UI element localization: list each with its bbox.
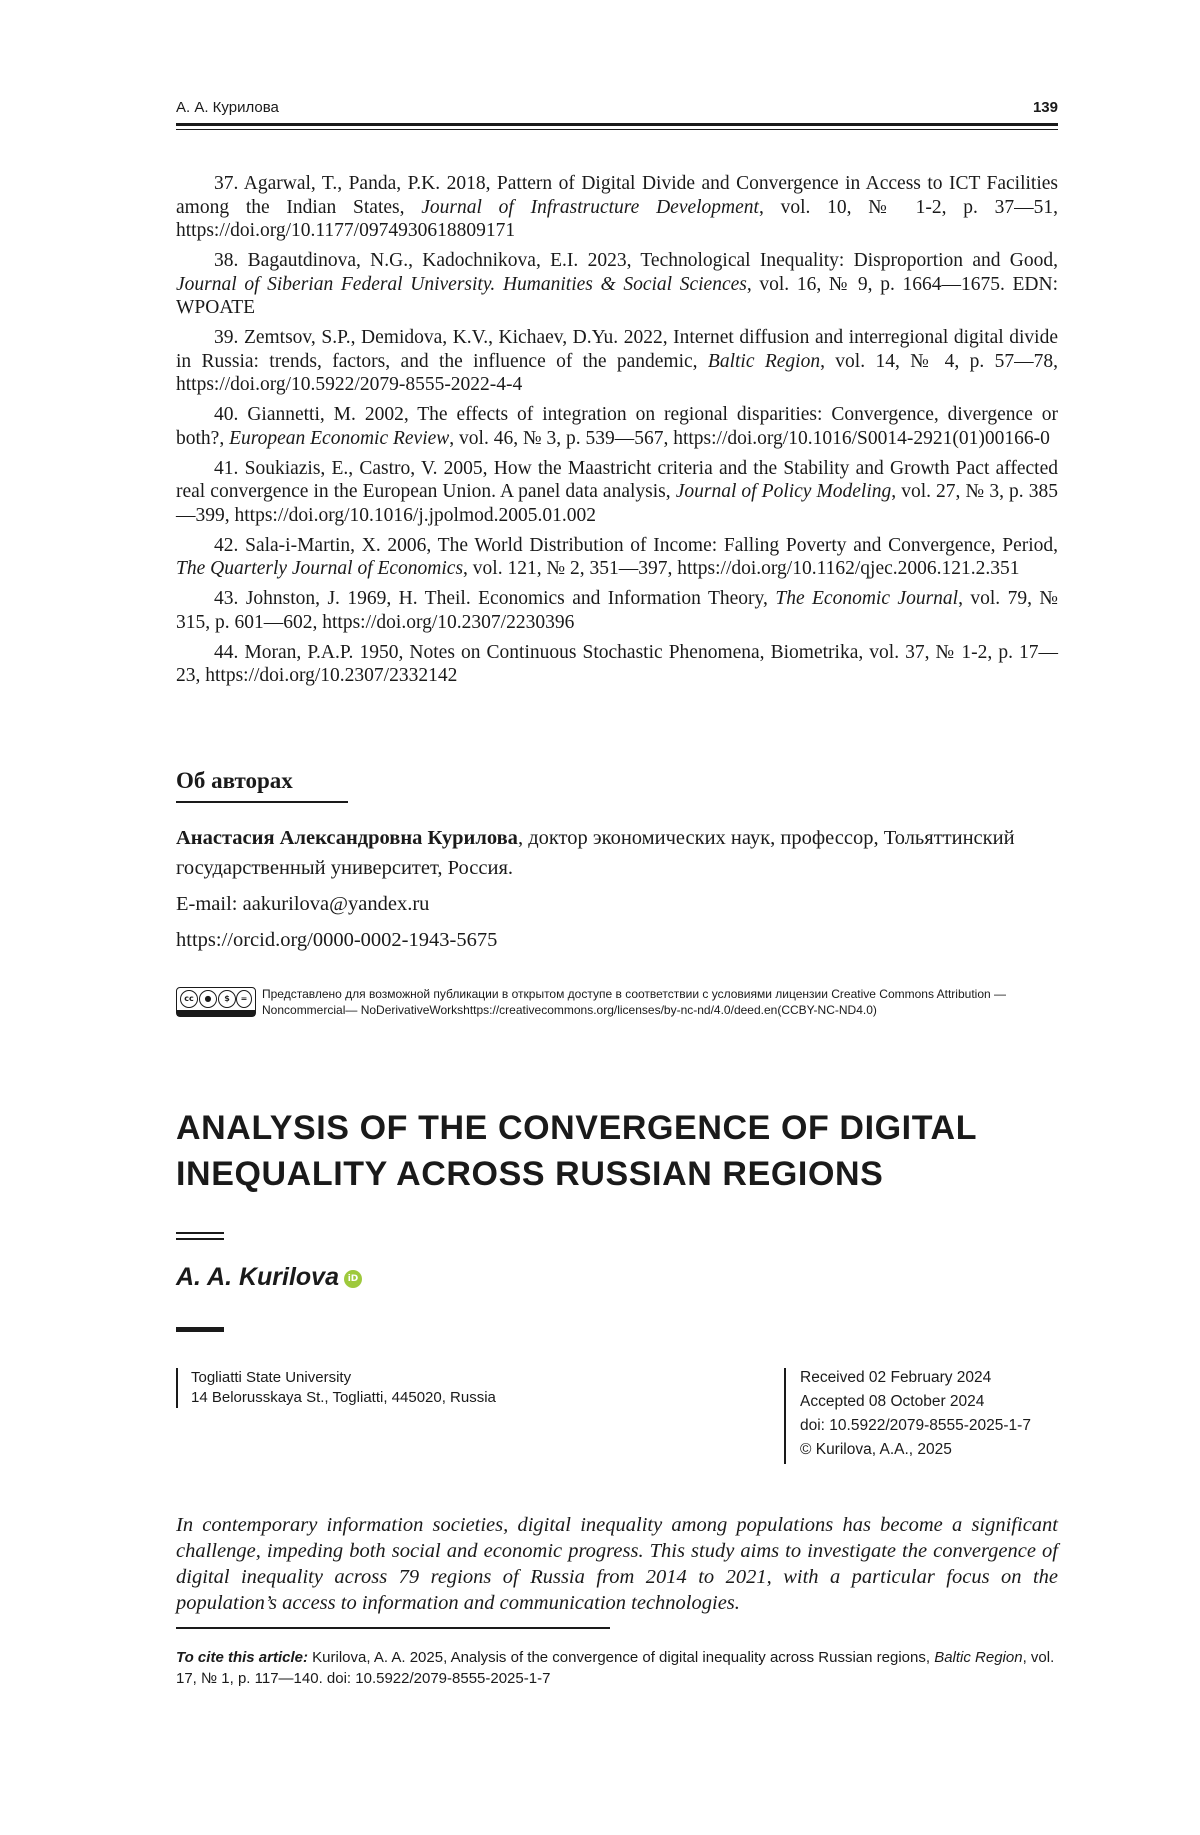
author-divider: [176, 1327, 224, 1332]
author-info: [176, 823, 1058, 955]
reference-item: 40. Giannetti, M. 2002, The effects of integration on regional disparities: Convergence, divergence or both?, European Economic Review, vol. 46, № 3, p. 539—567, https://doi.org/10.1016/S0014-2921(01)00166-0: [176, 404, 1059, 449]
accepted-date: Accepted 08 October 2024: [800, 1393, 985, 1410]
reference-item: 43. Johnston, J. 1969, H. Theil. Economics and Information Theory, The Economic Journal, vol. 79, № 315, p. 601—602, https://doi.org/10.2307/2230396: [176, 588, 1059, 633]
author-bio: Анастасия Александровна Курилова, доктор экономических наук, профессор, Тольяттинский государственный университет, Россия.: [176, 827, 1015, 879]
cc-icon: cc: [180, 990, 198, 1008]
nc-icon: $: [218, 990, 236, 1008]
header-rule: [176, 123, 1058, 126]
article-dates: [784, 1368, 1090, 1464]
header-author: А. А. Курилова: [176, 99, 279, 116]
article-title: ANALYSIS OF THE CONVERGENCE OF DIGITAL INEQUALITY ACROSS RUSSIAN REGIONS: [176, 1109, 977, 1193]
reference-item: 44. Moran, P.A.P. 1950, Notes on Continuous Stochastic Phenomena, Biometrika, vol. 37, № 1-2, p. 17—23, https://doi.org/10.2307/2332142: [176, 641, 1058, 686]
license-block: [176, 986, 1058, 1020]
citation-label: To cite this article:: [176, 1649, 308, 1666]
reference-item: 39. Zemtsov, S.P., Demidova, K.V., Kichaev, D.Yu. 2022, Internet diffusion and interregional digital divide in Russia: trends, factors, and the influence of the pandemic, Baltic Region, vol. 14, № 4, p. 57—78, https://doi.org/10.5922/2079-8555-2022-4-4: [176, 327, 1058, 395]
author-email[interactable]: E-mail: aakurilova@yandex.ru: [176, 893, 430, 915]
article-author: A. A. Kurilova: [176, 1263, 339, 1291]
cc-license-badge-icon[interactable]: [176, 987, 256, 1017]
affiliation-address: 14 Belorusskaya St., Togliatti, 445020, Russia: [191, 1389, 496, 1406]
affiliation: [176, 1368, 611, 1408]
title-divider: [176, 1238, 224, 1240]
author-orcid-link[interactable]: https://orcid.org/0000-0002-1943-5675: [176, 929, 498, 951]
article-doi[interactable]: doi: 10.5922/2079-8555-2025-1-7: [800, 1417, 1031, 1434]
header-rule-thin: [176, 129, 1058, 130]
abstract: In contemporary information societies, digital inequality among populations has become a significant challenge, impeding both social and economic progress. This study aims to investigate the convergence of digital inequality across 79 regions of Russia from 2014 to 2021, with a particular focus on the population’s access to information and communication technologies.: [176, 1514, 1058, 1614]
page-number: 139: [1032, 99, 1058, 116]
received-date: Received 02 February 2024: [800, 1369, 992, 1386]
affiliation-name: Togliatti State University: [191, 1369, 352, 1386]
license-text: Представлено для возможной публикации в открытом доступе в соответствии с условиями лицензии Creative Commons Attribution —Noncommercial— NoDerivativeWorkshttps://creativecommons.org/licenses/by-nc-nd/4.0/deed.en(CCBY-NC-ND4.0): [262, 987, 1006, 1017]
reference-item: 37. Agarwal, T., Panda, P.K. 2018, Pattern of Digital Divide and Convergence in Access to ICT Facilities among the Indian States, Journal of Infrastructure Development, vol. 10, № 1-2, p. 37—51, https://doi.org/10.1177/0974930618809171: [176, 173, 1058, 241]
about-authors-heading: Об авторах: [176, 768, 293, 793]
by-icon: ●: [199, 990, 217, 1008]
nd-icon: =: [236, 990, 252, 1008]
author-name: Анастасия Александровна Курилова: [176, 827, 518, 849]
title-divider: [176, 1232, 224, 1234]
reference-item: 41. Soukiazis, E., Castro, V. 2005, How the Maastricht criteria and the Stability and Growth Pact affected real convergence in the European Union. A panel data analysis, Journal of Policy Modeling, vol. 27, № 3, p. 385—399, https://doi.org/10.1016/j.jpolmod.2005.01.002: [176, 457, 1059, 526]
reference-item: 38. Bagautdinova, N.G., Kadochnikova, E.I. 2023, Technological Inequality: Disproportion and Good, Journal of Siberian Federal University. Humanities & Social Sciences, vol. 16, № 9, p. 1664—1675. EDN: WPOATE: [176, 250, 1058, 318]
reference-list: [176, 172, 1058, 694]
copyright: © Kurilova, A.A., 2025: [800, 1441, 952, 1458]
citation: To cite this article: Kurilova, A. A. 2025, Analysis of the convergence of digital inequality across Russian regions, Baltic Region, vol. 17, № 1, p. 117—140. doi: 10.5922/2079-8555-2025-1-7: [176, 1649, 1055, 1687]
about-heading-rule: [176, 801, 348, 803]
reference-item: 42. Sala-i-Martin, X. 2006, The World Distribution of Income: Falling Poverty and Convergence, Period, The Quarterly Journal of Economics, vol. 121, № 2, 351—397, https://doi.org/10.1162/qjec.2006.121.2.351: [176, 534, 1059, 579]
badge-strip: [177, 1010, 255, 1016]
citation-rule: [176, 1627, 610, 1629]
orcid-icon[interactable]: iD: [344, 1270, 362, 1288]
